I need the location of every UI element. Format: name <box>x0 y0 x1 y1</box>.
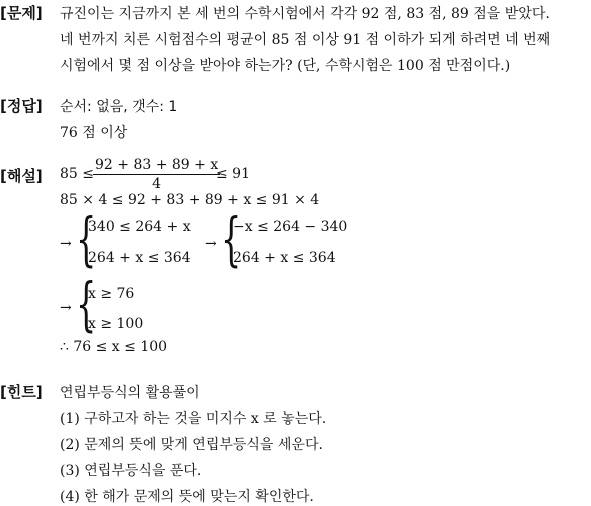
system3-row-2: x ≥ 100 <box>88 316 144 332</box>
answer-label: [정답] <box>0 97 43 115</box>
hint-line-2: (1) 구하고자 하는 것을 미지수 x 로 놓는다. <box>60 411 327 427</box>
system1-row-2: 264 + x ≤ 364 <box>88 250 191 266</box>
fraction-denominator: 4 <box>152 176 162 192</box>
arrow-icon: → <box>60 236 72 252</box>
arrow-icon: → <box>60 300 72 316</box>
solution-ineq-right: ≤ 91 <box>216 166 250 182</box>
problem-line-2: 네 번까지 치른 시험점수의 평균이 85 점 이상 91 점 이하가 되게 하려면 네 번째 <box>60 32 551 48</box>
system2-row-1: −x ≤ 264 − 340 <box>233 219 348 235</box>
left-brace-icon: { <box>76 205 97 273</box>
answer-line-2: 76 점 이상 <box>60 125 128 141</box>
hint-line-1: 연립부등식의 활용풀이 <box>60 385 200 401</box>
problem-line-3: 시험에서 몇 점 이상을 받아야 하는가? (단, 수학시험은 100 점 만점이다.) <box>60 58 511 74</box>
system1-row-1: 340 ≤ 264 + x <box>88 219 191 235</box>
problem-line-1: 규진이는 지금까지 본 세 번의 수학시험에서 각각 92 점, 83 점, 89 점을 받았다. <box>60 6 550 22</box>
solution-label: [해설] <box>0 167 43 185</box>
hint-label: [힌트] <box>0 383 43 401</box>
hint-line-5: (4) 한 해가 문제의 뜻에 맞는지 확인한다. <box>60 489 314 505</box>
solution-fraction <box>93 156 220 193</box>
hint-line-3: (2) 문제의 뜻에 맞게 연립부등식을 세운다. <box>60 437 323 453</box>
problem-label: [문제] <box>0 4 43 22</box>
system2-row-2: 264 + x ≤ 364 <box>233 250 336 266</box>
hint-line-4: (3) 연립부등식을 푼다. <box>60 463 202 479</box>
left-brace-icon: { <box>221 205 242 273</box>
left-brace-icon: { <box>76 270 97 338</box>
solution-ineq-left: 85 ≤ <box>60 166 94 182</box>
answer-line-1: 순서: 없음, 갯수: 1 <box>60 99 178 115</box>
fraction-numerator: 92 + 83 + 89 + x <box>95 157 219 173</box>
solution-line-2: 85 × 4 ≤ 92 + 83 + 89 + x ≤ 91 × 4 <box>60 192 320 208</box>
solution-conclusion: ∴ 76 ≤ x ≤ 100 <box>60 339 168 355</box>
arrow-icon: → <box>205 236 217 252</box>
system3-row-1: x ≥ 76 <box>88 286 135 302</box>
